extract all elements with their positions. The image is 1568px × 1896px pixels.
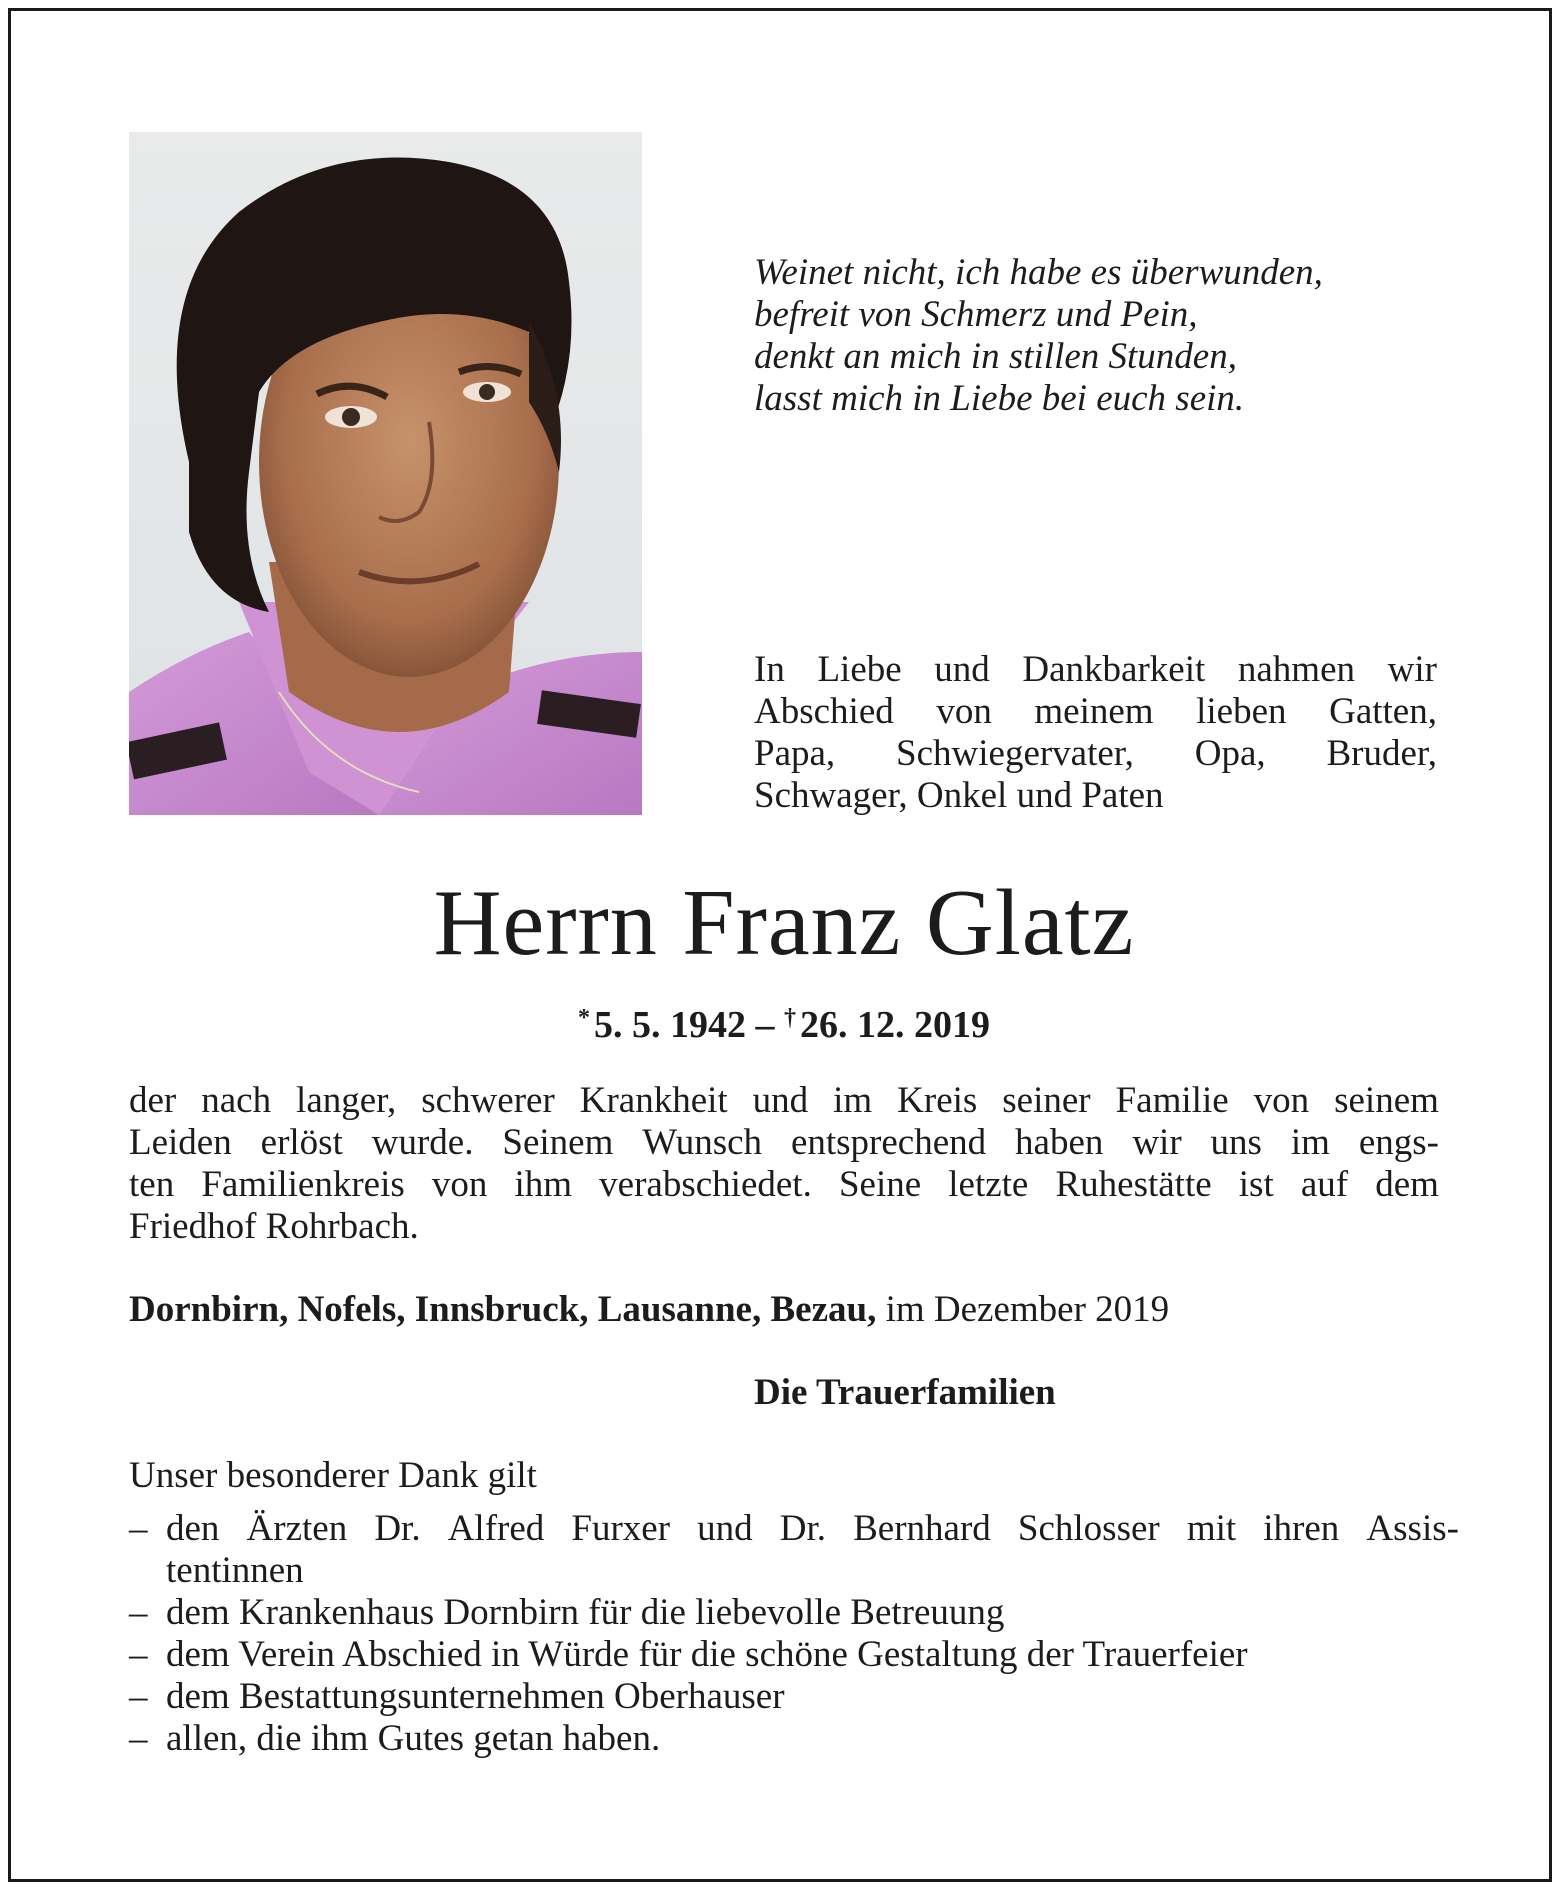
date-separator: – [746,1004,784,1046]
thanks-intro: Unser besonderer Dank gilt [129,1455,537,1496]
word: Krankheit [579,1080,728,1121]
word: den [166,1508,220,1549]
signature: Die Trauerfamilien [754,1372,1056,1413]
word: Opa, [1194,733,1266,774]
intro-paragraph [754,649,1437,817]
word: Abschied [754,691,894,732]
thanks-item [129,1718,1459,1760]
word: Bernhard [853,1508,991,1549]
word: Leiden [129,1122,232,1163]
portrait-photo [129,132,642,815]
word: Schlosser [1017,1508,1160,1549]
word: dem [1375,1164,1439,1205]
word: nahmen [1237,649,1355,690]
intro-line [754,691,1437,733]
death-date: 26. 12. 2019 [800,1004,990,1046]
word: und [934,649,990,690]
word: Bruder, [1326,733,1437,774]
deceased-name: Herrn Franz Glatz [433,871,1135,975]
body-line: Friedhof Rohrbach. [129,1206,419,1247]
word: Schwiegervater, [896,733,1134,774]
intro-line: Schwager, Onkel und Paten [754,775,1164,816]
thanks-item [129,1508,1459,1550]
word: Ärzten [246,1508,348,1549]
intro-line [754,649,1437,691]
intro-line [754,733,1437,775]
word: engs- [1358,1122,1439,1163]
word: ihm [514,1164,573,1205]
word: Dr. [374,1508,421,1549]
thanks-item-text: dem Krankenhaus Dornbirn für die liebevolle Betreuung [166,1592,1005,1633]
places-line [129,1288,1449,1332]
poem-line: lasst mich in Liebe bei euch sein. [754,378,1245,419]
word: Seinem [502,1122,614,1163]
word: Seine [838,1164,922,1205]
word: wir [1387,649,1437,690]
word: Papa, [754,733,836,774]
word: der [129,1080,177,1121]
body-line [129,1164,1439,1206]
dash-bullet: – [129,1508,148,1549]
poem [754,252,1454,420]
word: im [1290,1122,1330,1163]
word: erlöst [260,1122,343,1163]
word: Gatten, [1329,691,1437,732]
thanks-item-text [166,1508,1459,1550]
word: langer, [296,1080,397,1121]
word: Wunsch [642,1122,763,1163]
place-names: Dornbirn, Nofels, Innsbruck, Lausanne, Bezau, [129,1289,877,1330]
word: haben [1015,1122,1104,1163]
word: letzte [948,1164,1029,1205]
word: und [752,1080,809,1121]
word: In [754,649,785,690]
word: wurde. [371,1122,474,1163]
word: schwerer [421,1080,555,1121]
word: nach [201,1080,272,1121]
dash-bullet: – [129,1634,148,1675]
word: Kreis [897,1080,978,1121]
word: Furxer [571,1508,671,1549]
thanks-item-text: allen, die ihm Gutes getan haben. [166,1718,661,1759]
word: Ruhestätte [1055,1164,1212,1205]
place-date: im Dezember 2019 [876,1289,1170,1330]
thanks-item [129,1592,1459,1634]
life-dates [0,995,1568,1048]
word: Familienkreis [201,1164,405,1205]
dash-bullet: – [129,1676,148,1717]
word: lieben [1196,691,1287,732]
word: ten [129,1164,175,1205]
body-paragraph [129,1080,1439,1248]
thanks-item-text: dem Verein Abschied in Würde für die schöne Gestaltung der Trauerfeier [166,1634,1248,1675]
death-symbol: † [784,1005,796,1031]
word: von [1253,1080,1310,1121]
word: Familie [1115,1080,1229,1121]
body-line [129,1122,1439,1164]
dash-bullet: – [129,1592,148,1633]
word: ihren [1263,1508,1340,1549]
dash-bullet: – [129,1718,148,1759]
word: Liebe [817,649,902,690]
word: auf [1300,1164,1349,1205]
thanks-item [129,1676,1459,1718]
body-line [129,1080,1439,1122]
word: verabschiedet. [599,1164,812,1205]
thanks-item [129,1634,1459,1676]
word: meinem [1034,691,1154,732]
word: von [936,691,992,732]
word: Dankbarkeit [1022,649,1206,690]
poem-line: denkt an mich in stillen Stunden, [754,336,1237,377]
word: ist [1238,1164,1274,1205]
word: uns [1210,1122,1262,1163]
word: von [431,1164,488,1205]
poem-line: Weinet nicht, ich habe es überwunden, [754,252,1323,293]
word: wir [1132,1122,1182,1163]
word: entsprechend [790,1122,987,1163]
word: seiner [1002,1080,1091,1121]
thanks-item-text: dem Bestattungsunternehmen Oberhauser [166,1676,785,1717]
word: Alfred [447,1508,545,1549]
word: Assis- [1366,1508,1459,1549]
word: Dr. [779,1508,826,1549]
thanks-list [129,1508,1459,1760]
word: im [833,1080,873,1121]
poem-line: befreit von Schmerz und Pein, [754,294,1198,335]
word: und [697,1508,753,1549]
word: seinem [1334,1080,1439,1121]
word: mit [1186,1508,1237,1549]
birth-symbol: * [578,1005,590,1031]
birth-date: 5. 5. 1942 [594,1004,746,1046]
thanks-item-continuation: tentinnen [166,1550,304,1591]
